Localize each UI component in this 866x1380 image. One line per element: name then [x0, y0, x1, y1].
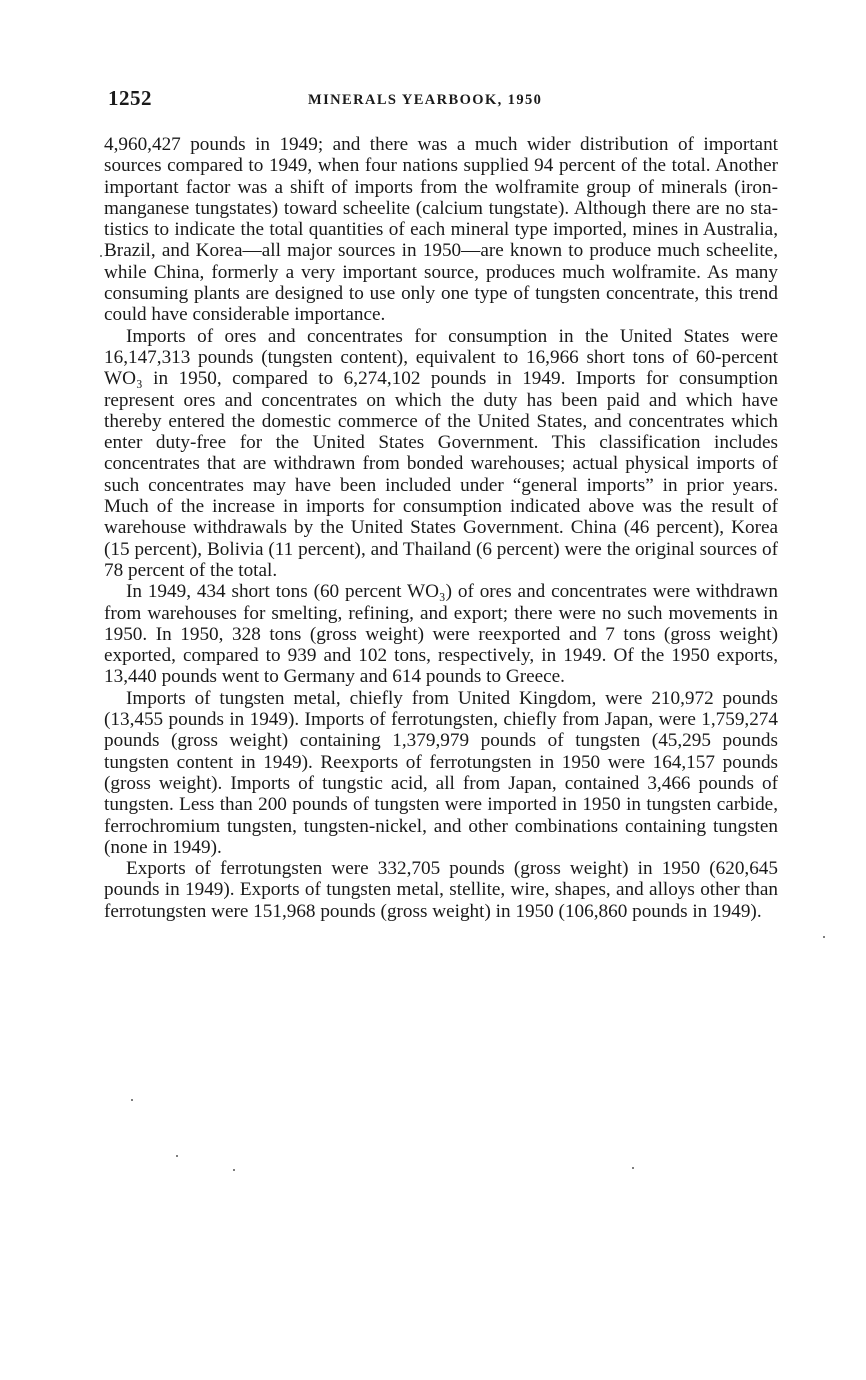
scan-speck [233, 1169, 235, 1171]
scan-speck [823, 936, 825, 938]
page-number: 1252 [108, 86, 152, 110]
page-header [108, 86, 780, 116]
paragraph-imports-ores: Imports of ores and concentrates for consumption in the United States were 16,147,313 pounds (tungsten content), equivalent to 16,966 short tons of 60-percent WO₃ in 1950, compared to 6,274,102 pounds in 1949. Imports for consumption represent ores and concentrates on which the duty has been paid and which have thereby entered the domestic commerce of the United States, and concentrates which enter duty-free for the United States Government. This classification includes concentrates that are withdrawn from bonded warehouses; actual physical imports of such concentrates may have been included under “general imports” in prior years. Much of the increase in imports for consumption indicated above was the result of warehouse withdrawals by the United States Government. China (46 percent), Korea (15 percent), Bolivia (11 percent), and Thailand (6 percent) were the original sources of 78 percent of the total. [104, 325, 778, 581]
scan-speck [100, 255, 102, 257]
body-text [104, 134, 778, 922]
scan-speck [176, 1155, 178, 1157]
paragraph-imports-metal: Imports of tungsten metal, chiefly from United Kingdom, were 210,972 pounds (13,455 pounds in 1949). Imports of ferrotungsten, chiefly from Japan, were 1,759,274 pounds (gross weight) containing 1,379,979 pounds of tungsten (45,295 pounds tungsten content in 1949). Reexports of ferrotungsten in 1950 were 164,157 pounds (gross weight). Imports of tungstic acid, all from Japan, contained 3,466 pounds of tungsten. Less than 200 pounds of tungsten were imported in 1950 in tungsten carbide, ferrochromium tungsten, tungsten-nickel, and other combinations containing tungsten (none in 1949). [104, 687, 778, 858]
running-head: MINERALS YEARBOOK, 1950 [308, 92, 543, 108]
scan-speck [632, 1167, 634, 1169]
scan-speck [131, 1099, 133, 1101]
paragraph-continuation: 4,960,427 pounds in 1949; and there was a much wider distribution of important sources compared to 1949, when four nations supplied 94 percent of the total. Another important factor was a shift of imports from the wolframite group of minerals (iron-manganese tungstates) toward scheelite (calcium tungstate). Although there are no statistics to indicate the total quantities of each mineral type imported, mines in Australia, Brazil, and Korea—all major sources in 1950—are known to produce much scheelite, while China, formerly a very important source, produces much wolframite. As many consuming plants are designed to use only one type of tungsten concentrate, this trend could have considerable importance. [104, 134, 778, 326]
paragraph-exports-ferrotungsten: Exports of ferrotungsten were 332,705 pounds (gross weight) in 1950 (620,645 pounds in 1949). Exports of tungsten metal, stellite, wire, shapes, and alloys other than ferrotungsten were 151,968 pounds (gross weight) in 1950 (106,860 pounds in 1949). [104, 858, 778, 922]
paragraph-warehouse-withdrawals: In 1949, 434 short tons (60 percent WO₃) of ores and concentrates were withdrawn from warehouses for smelting, refining, and export; there were no such movements in 1950. In 1950, 328 tons (gross weight) were reexported and 7 tons (gross weight) exported, compared to 939 and 102 tons, respectively, in 1949. Of the 1950 exports, 13,440 pounds went to Germany and 614 pounds to Greece. [104, 581, 778, 688]
